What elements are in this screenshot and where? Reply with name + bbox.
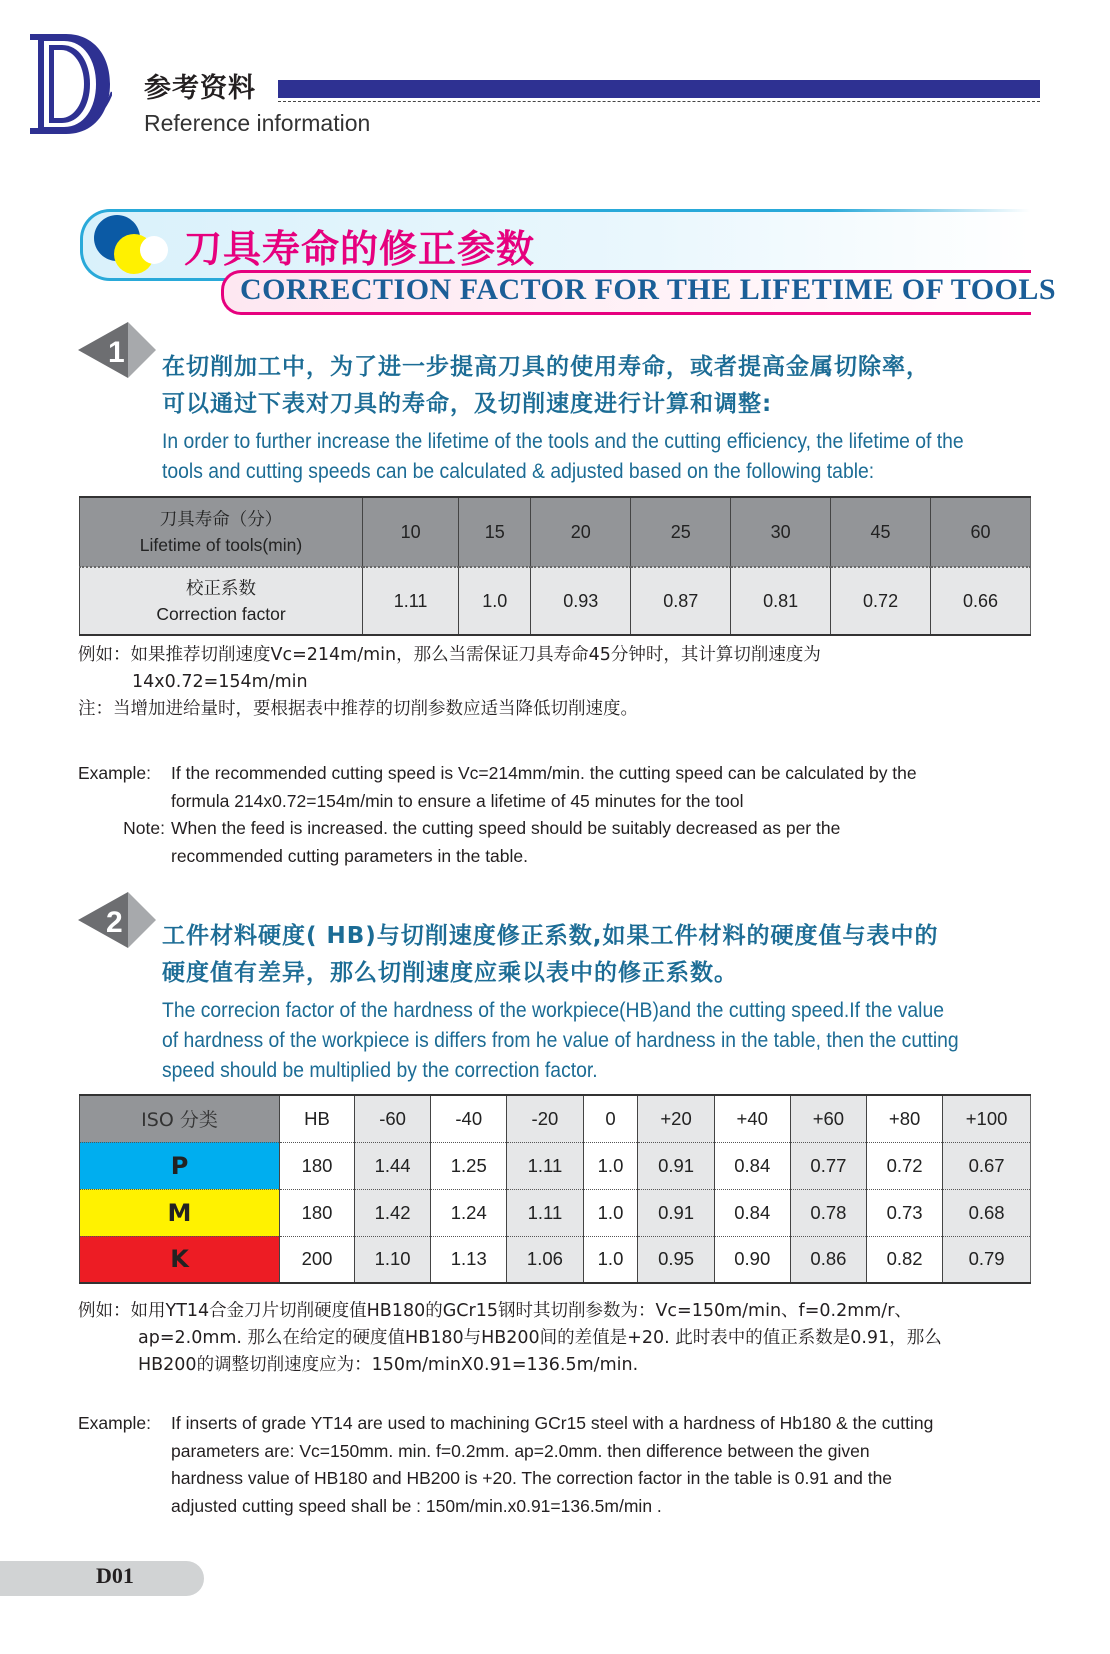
row-header-cn: 校正系数	[186, 578, 256, 598]
value-cell: 1.0	[583, 1236, 638, 1283]
hardness-correction-table	[79, 1094, 1031, 1284]
example-en-line: hardness value of HB180 and HB200 is +20. The correction factor in the table is 0.91 and the	[171, 1468, 893, 1488]
section-2-desc-line: The correcion factor of the hardness of the workpiece(HB)and the cutting speed.If the value	[162, 998, 944, 1022]
example-label: Example:	[78, 1413, 151, 1433]
value-cell: 1.13	[431, 1236, 507, 1283]
lifetime-cell: 60	[931, 497, 1031, 567]
value-cell: 1.11	[507, 1142, 583, 1189]
section-1-marker-icon	[78, 322, 156, 382]
iso-header: ISO 分类	[80, 1095, 280, 1142]
lifetime-cell: 45	[831, 497, 931, 567]
example-cn-line: 例如：如用YT14合金刀片切削硬度值HB180的GCr15钢时其切削参数为：Vc=150m/min、f=0.2mm/r、	[78, 1301, 912, 1321]
lifetime-cell: 20	[531, 497, 631, 567]
section-2-description-en	[162, 995, 999, 1085]
section-1-example-cn	[78, 642, 821, 723]
row-header-cn: 刀具寿命（分）	[159, 509, 283, 529]
value-cell: 0.84	[714, 1189, 790, 1236]
section-1-title-line: 在切削加工中，为了进一步提高刀具的使用寿命，或者提高金属切除率，	[162, 354, 930, 380]
value-cell: 0.78	[790, 1189, 866, 1236]
value-cell: 0.79	[943, 1236, 1031, 1283]
note-en-line: When the feed is increased. the cutting speed should be suitably decreased as per the	[171, 818, 841, 838]
row-header-correction	[80, 567, 363, 635]
row-header-lifetime	[80, 497, 363, 567]
value-cell: 0.91	[638, 1189, 714, 1236]
value-cell: 0.82	[867, 1236, 943, 1283]
table-header-row	[80, 1095, 1031, 1142]
section-2-title-line: 工件材料硬度( HB)与切削速度修正系数,如果工件材料的硬度值与表中的	[162, 923, 939, 949]
value-cell: 0.84	[714, 1142, 790, 1189]
value-cell: 1.42	[355, 1189, 431, 1236]
value-cell: 0.67	[943, 1142, 1031, 1189]
delta-header: -40	[431, 1095, 507, 1142]
value-cell: 1.0	[583, 1142, 638, 1189]
value-cell: 0.95	[638, 1236, 714, 1283]
svg-text:1: 1	[108, 336, 125, 369]
section-2-example-cn	[78, 1298, 1038, 1379]
value-cell: 0.90	[714, 1236, 790, 1283]
value-cell: 0.77	[790, 1142, 866, 1189]
iso-k-cell: K	[80, 1236, 280, 1283]
delta-header: -20	[507, 1095, 583, 1142]
lifetime-cell: 10	[363, 497, 459, 567]
hb-header: HB	[280, 1095, 355, 1142]
page-title-en: CORRECTION FACTOR FOR THE LIFETIME OF TOOLS	[240, 273, 1057, 306]
note-en-line: recommended cutting parameters in the table.	[171, 845, 528, 866]
factor-cell: 0.81	[731, 567, 831, 635]
value-cell: 1.25	[431, 1142, 507, 1189]
section-1-desc-line: tools and cutting speeds can be calculated & adjusted based on the following table:	[162, 459, 875, 483]
page-number: D01	[96, 1563, 134, 1588]
value-cell: 0.86	[790, 1236, 866, 1283]
example-en-line: If inserts of grade YT14 are used to machining GCr15 steel with a hardness of Hb180 & the cutting	[171, 1413, 934, 1433]
example-en-line: If the recommended cutting speed is Vc=214mm/min. the cutting speed can be calculated by the	[171, 763, 917, 783]
row-header-en: Lifetime of tools(min)	[139, 535, 303, 555]
table-row-lifetime	[80, 497, 1031, 567]
header-dashed-divider	[278, 101, 1040, 102]
value-cell: 0.73	[867, 1189, 943, 1236]
table-row-p	[80, 1142, 1031, 1189]
section-title-cn: 参考资料	[144, 73, 256, 104]
example-label: Example:	[78, 763, 151, 783]
delta-header: +80	[867, 1095, 943, 1142]
row-header-en: Correction factor	[156, 604, 286, 624]
table-row-k	[80, 1236, 1031, 1283]
white-circle-icon	[140, 236, 168, 264]
factor-cell: 1.0	[459, 567, 531, 635]
factor-cell: 0.72	[831, 567, 931, 635]
iso-p-cell: P	[80, 1142, 280, 1189]
chapter-d-logo-icon	[28, 32, 112, 136]
value-cell: 1.0	[583, 1189, 638, 1236]
example-cn-line: ap=2.0mm. 那么在给定的硬度值HB180与HB200间的差值是+20. 此时表中的值正系数是0.91，那么	[138, 1328, 942, 1348]
lifetime-cell: 30	[731, 497, 831, 567]
section-2-title-cn	[162, 918, 939, 992]
value-cell: 0.91	[638, 1142, 714, 1189]
delta-header: +20	[638, 1095, 714, 1142]
delta-header: -60	[355, 1095, 431, 1142]
iso-m-cell: M	[80, 1189, 280, 1236]
section-title-en: Reference information	[144, 110, 371, 136]
delta-header: +100	[943, 1095, 1031, 1142]
table-row-correction-factor	[80, 567, 1031, 635]
lifetime-cell: 15	[459, 497, 531, 567]
lifetime-cell: 25	[631, 497, 731, 567]
example-cn-line: 14x0.72=154m/min	[132, 672, 308, 692]
value-cell: 1.44	[355, 1142, 431, 1189]
section-2-desc-line: speed should be multiplied by the correction factor.	[162, 1058, 598, 1082]
svg-text:2: 2	[106, 906, 123, 939]
section-2-desc-line: of hardness of the workpiece is differs from he value of hardness in the table, then the cutting	[162, 1028, 959, 1052]
section-2-marker-icon	[78, 892, 156, 952]
factor-cell: 0.87	[631, 567, 731, 635]
section-1-desc-line: In order to further increase the lifetime of the tools and the cutting efficiency, the lifetime of the	[162, 429, 964, 453]
delta-header: +40	[714, 1095, 790, 1142]
example-cn-line: HB200的调整切削速度应为：150m/minX0.91=136.5m/min.	[138, 1355, 639, 1375]
example-en-line: adjusted cutting speed shall be : 150m/min.x0.91=136.5m/min .	[171, 1495, 662, 1516]
example-en-line: parameters are: Vc=150mm. min. f=0.2mm. ap=2.0mm. then difference between the given	[171, 1440, 870, 1461]
note-cn-line: 注：当增加进给量时，要根据表中推荐的切削参数应适当降低切削速度。	[78, 699, 638, 719]
value-cell: 1.10	[355, 1236, 431, 1283]
delta-header: +60	[790, 1095, 866, 1142]
value-cell: 1.24	[431, 1189, 507, 1236]
section-2-example-en	[78, 1410, 1038, 1520]
section-2-title-line: 硬度值有差异，那么切削速度应乘以表中的修正系数。	[162, 960, 738, 986]
lifetime-correction-table	[79, 496, 1031, 636]
delta-header: 0	[583, 1095, 638, 1142]
value-cell: 0.68	[943, 1189, 1031, 1236]
factor-cell: 1.11	[363, 567, 459, 635]
example-en-line: formula 214x0.72=154m/min to ensure a lifetime of 45 minutes for the tool	[171, 790, 744, 811]
factor-cell: 0.66	[931, 567, 1031, 635]
example-cn-line: 例如：如果推荐切削速度Vc=214m/min，那么当需保证刀具寿命45分钟时，其计算切削速度为	[78, 645, 821, 665]
table-row-m	[80, 1189, 1031, 1236]
section-1-example-en	[78, 760, 1038, 870]
page-title-cn: 刀具寿命的修正参数	[184, 226, 536, 271]
factor-cell: 0.93	[531, 567, 631, 635]
value-cell: 1.06	[507, 1236, 583, 1283]
section-1-description-en	[162, 426, 999, 486]
hb-cell: 180	[280, 1142, 355, 1189]
header-accent-bar	[278, 80, 1040, 98]
value-cell: 0.72	[867, 1142, 943, 1189]
section-1-title-cn	[162, 349, 930, 423]
value-cell: 1.11	[507, 1189, 583, 1236]
hb-cell: 180	[280, 1189, 355, 1236]
section-1-title-line: 可以通过下表对刀具的寿命，及切削速度进行计算和调整:	[162, 391, 773, 417]
note-label: Note:	[123, 818, 165, 838]
hb-cell: 200	[280, 1236, 355, 1283]
